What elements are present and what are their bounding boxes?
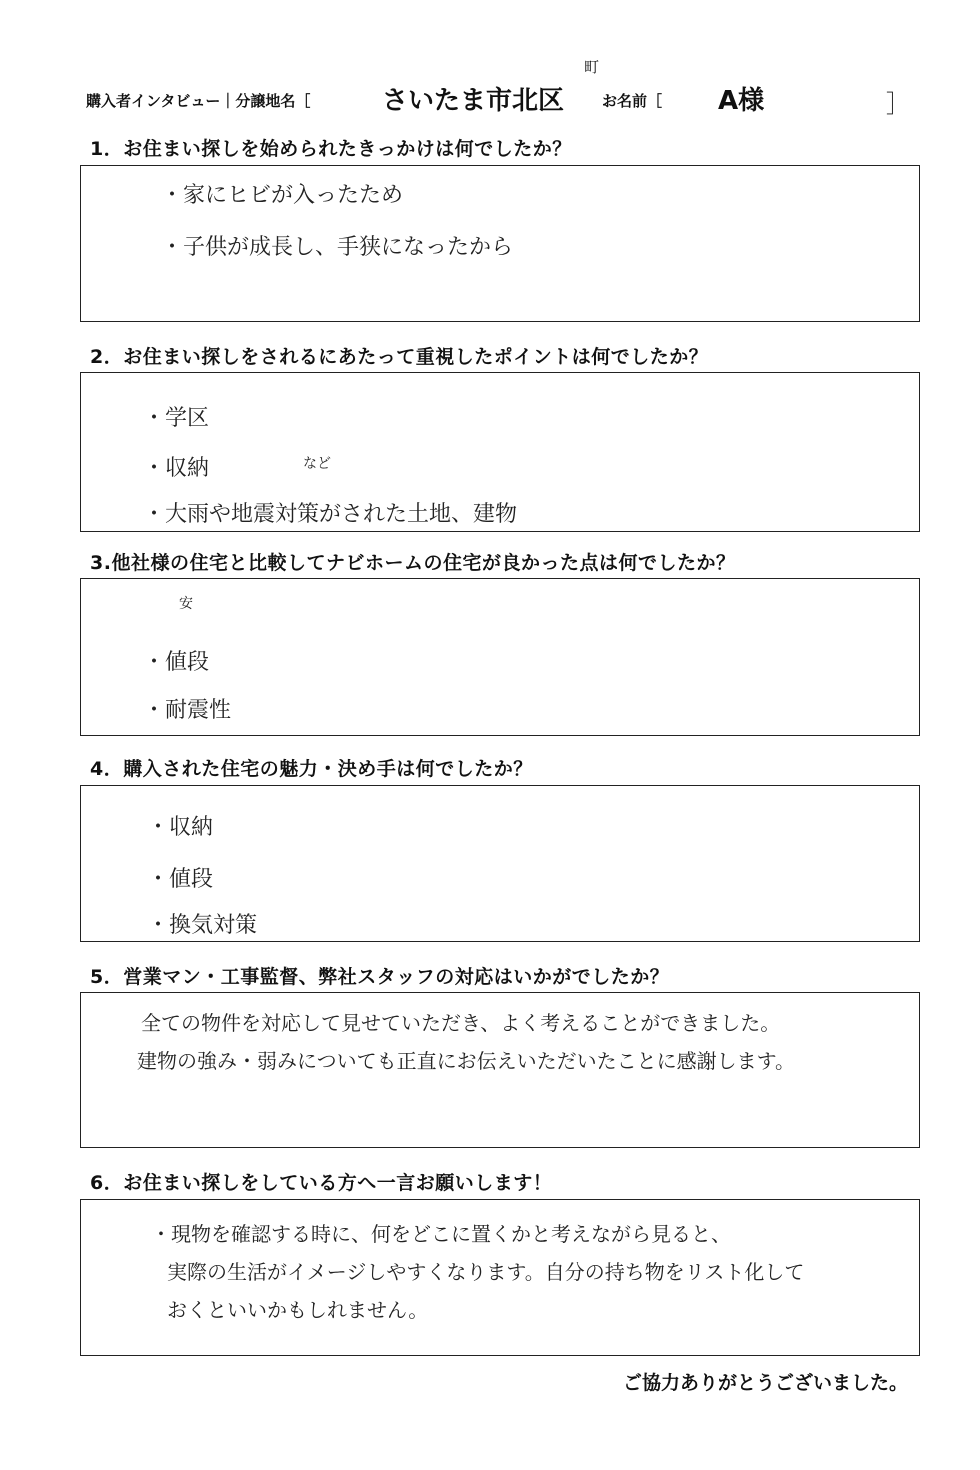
answer-line: ・収納 — [143, 456, 210, 481]
name-label: お名前［ — [602, 92, 663, 110]
answer-line: 全ての物件を対応して見せていただき、よく考えることができました。 — [141, 1011, 781, 1035]
answer-line: 建物の強み・弱みについても正直にお伝えいただいたことに感謝します。 — [137, 1049, 795, 1073]
question-1: 1．お住まい探しを始められたきっかけは何でしたか？ — [90, 138, 572, 160]
question-2: 2．お住まい探しをされるにあたって重視したポイントは何でしたか？ — [90, 346, 709, 368]
answer-line: ・耐震性 — [143, 698, 232, 723]
question-4: 4．購入された住宅の魅力・決め手は何でしたか？ — [90, 758, 533, 780]
question-6: 6．お住まい探しをしている方へ一言お願いします！ — [90, 1172, 553, 1194]
name-value: A様 — [718, 86, 765, 116]
interview-label: 購入者インタビュー｜分譲地名［ — [86, 92, 311, 110]
answer-box-2 — [80, 372, 920, 532]
answer-line: ・子供が成長し、手狭になったから — [161, 235, 514, 260]
answer-line: ・収納 — [147, 815, 214, 840]
answer-line: ・学区 — [143, 406, 210, 431]
answer-line: ・値段 — [147, 867, 214, 892]
answer-line: ・大雨や地震対策がされた土地、建物 — [143, 502, 518, 527]
answer-line: 実際の生活がイメージしやすくなります。自分の持ち物をリスト化して — [167, 1260, 805, 1284]
question-3: 3.他社様の住宅と比較してナビホームの住宅が良かった点は何でしたか？ — [90, 552, 736, 574]
insert-note: など — [303, 456, 331, 472]
answer-box-1 — [80, 165, 920, 322]
answer-line: ・家にヒビが入ったため — [161, 183, 404, 208]
header — [86, 58, 926, 118]
question-5: 5．営業マン・工事監督、弊社スタッフの対応はいかがでしたか？ — [90, 966, 670, 988]
answer-line: ・値段 — [143, 650, 210, 675]
answer-line: おくといいかもしれません。 — [167, 1298, 429, 1322]
margin-mark: 安 — [179, 596, 193, 612]
answer-box-5 — [80, 992, 920, 1148]
answer-line: ・換気対策 — [147, 913, 258, 938]
answer-box-4 — [80, 785, 920, 942]
answer-box-6 — [80, 1199, 920, 1356]
answer-line: ・現物を確認する時に、何をどこに置くかと考えながら見ると、 — [151, 1222, 731, 1246]
thanks-message: ご協力ありがとうございました。 — [622, 1372, 908, 1394]
answer-box-3 — [80, 578, 920, 736]
location-value: さいたま市北区 — [382, 86, 565, 116]
close-bracket: ］ — [886, 90, 910, 118]
location-note: 町 — [584, 58, 600, 76]
